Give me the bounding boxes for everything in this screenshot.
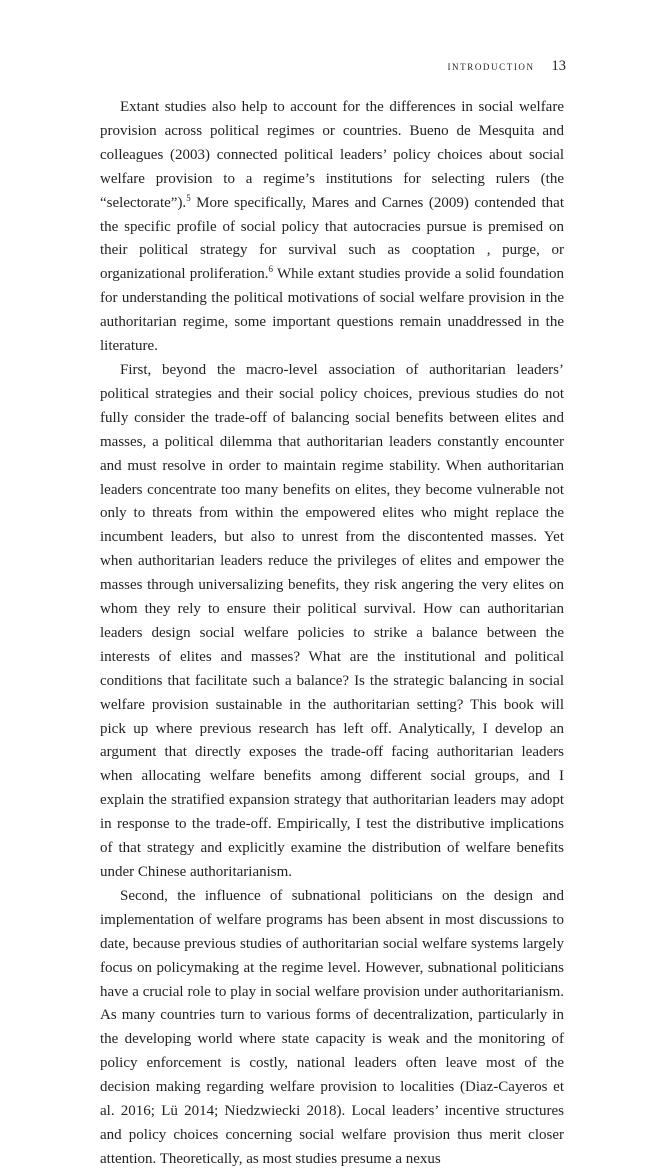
paragraph-2: First, beyond the macro-level association of authoritarian leaders’ political strategies and their social policy choices, previous studies do not fully consider the trade-off of balancing social benefits between elites and masses, a political dilemma that authoritarian leaders constantly encounter and must resolve in order to maintain regime stability. When authoritarian leaders concentrate too many benefits on elites, they become vulnerable not only to threats from within the empowered elites who might replace the incumbent leaders, but also to unrest from the discontented masses. Yet when authoritarian leaders reduce the privileges of elites and empower the masses through universalizing benefits, they risk angering the very elites on whom they rely to ensure their political survival. How can authoritarian leaders design social welfare policies to strike a balance between the interests of elites and masses? What are the institutional and political conditions that facilitate such a balance? Is the strategic balancing in social welfare provision sustainable in the authoritarian setting? This book will pick up where previous research has left off. Analytically, I develop an argument that directly exposes the trade-off facing authoritarian leaders when allocating welfare benefits among different social groups, and I explain the stratified expansion strategy that authoritarian leaders may adopt in response to the trade-off. Empirically, I test the distributive implications of that strategy and explicitly examine the distribution of welfare benefits under Chinese authoritarianism. [100, 361, 564, 880]
footnote-ref-6: 6 [268, 264, 273, 275]
paragraph-1 [100, 96, 564, 359]
paragraph-1-part-3: While extant studies provide a solid foundation for understanding the political motivations of social welfare provision in the authoritarian regime, some important questions remain unaddressed in the literature. [100, 266, 564, 355]
page-number: 13 [551, 58, 566, 74]
paragraph-1-part-2: More specifically, Mares and Carnes (2009) contended that the specific profile of social policy that autocracies pursue is premised on their political strategy for survival such as cooptation , purge, or organizational proliferation. [100, 194, 564, 283]
running-header [447, 58, 566, 75]
paragraph-3: Second, the influence of subnational politicians on the design and implementation of welfare programs has been absent in most discussions to date, because previous studies of authoritarian social welfare systems largely focus on policymaking at the regime level. However, subnational politicians have a crucial role to play in social welfare provision under authoritarianism. As many countries turn to various forms of decentralization, particularly in the developing world where state capacity is weak and the monitoring of policy enforcement is costly, national leaders often leave most of the decision making regarding welfare provision to localities (Diaz-Cayeros et al. 2016; Lü 2014; Niedzwiecki 2018). Local leaders’ incentive structures and policy choices concerning social welfare provision thus merit closer attention. Theoretically, as most studies presume a nexus [100, 887, 564, 1167]
footnote-ref-5: 5 [186, 192, 191, 203]
body-text [100, 96, 564, 1172]
running-title: introduction [447, 58, 535, 73]
paragraph-1-part-1: Extant studies also help to account for the differences in social welfare provision across political regimes or countries. Bueno de Mesquita and colleagues (2003) connected political leaders’ policy choices about social welfare provision to a regime’s institutions for selecting rulers (the “selectorate”). [100, 99, 564, 211]
